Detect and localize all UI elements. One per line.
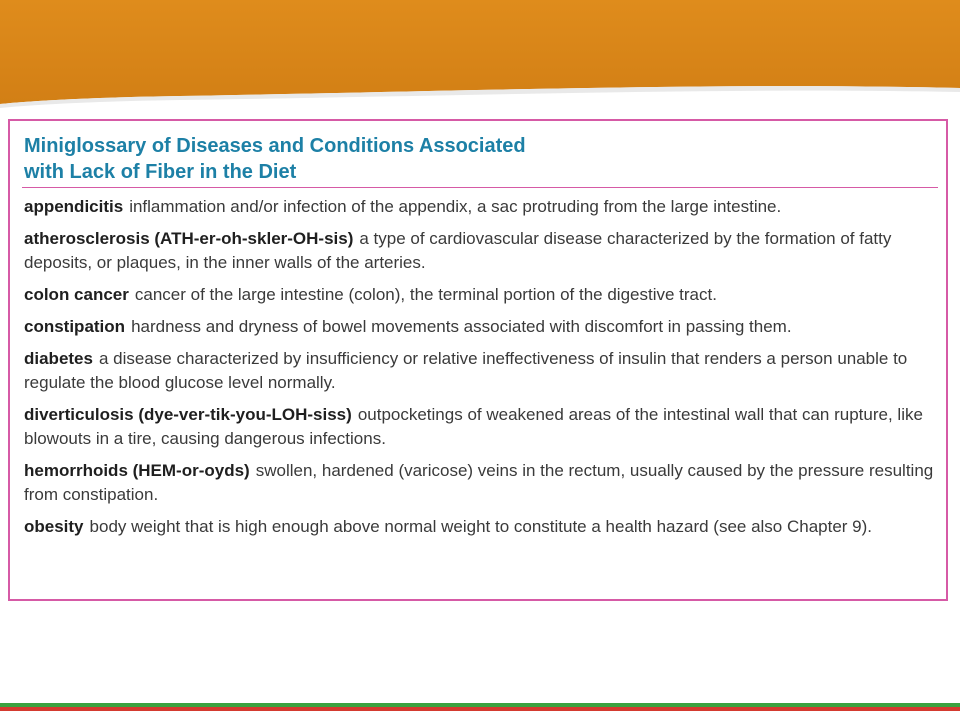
entry-definition: hardness and dryness of bowel movements associated with discomfort in passing them.: [131, 317, 792, 336]
entry-term: atherosclerosis (ATH-er-oh-skler-OH-sis): [24, 229, 354, 248]
glossary-entry-colon-cancer: [24, 283, 936, 307]
entry-term: diabetes: [24, 349, 93, 368]
entry-definition: cancer of the large intestine (colon), the terminal portion of the digestive tract.: [134, 285, 717, 304]
entry-term: hemorrhoids (HEM-or-oyds): [24, 461, 250, 480]
entry-definition: swollen, hardened (varicose) veins in the rectum, usually caused by the pressure resulting from constipation.: [24, 461, 934, 504]
entry-term: appendicitis: [24, 197, 124, 216]
entry-term: obesity: [24, 517, 84, 536]
entry-term: colon cancer: [24, 285, 129, 304]
glossary-entry-diverticulosis: [24, 403, 936, 451]
entry-definition: inflammation and/or infection of the appendix, a sac protruding from the large intestine.: [129, 197, 782, 216]
footer-stripe-red: [0, 707, 960, 711]
title-divider: [22, 187, 938, 188]
header-banner-shape: [0, 0, 960, 110]
entry-definition: body weight that is high enough above normal weight to constitute a health hazard (see also Chapter 9).: [89, 517, 873, 536]
entry-term: diverticulosis (dye-ver-tik-you-LOH-siss): [24, 405, 352, 424]
glossary-title-line-1: Miniglossary of Diseases and Conditions Associated: [24, 135, 526, 157]
glossary-entry-hemorrhoids: [24, 459, 936, 507]
entry-definition: a disease characterized by insufficiency or relative ineffectiveness of insulin that renders a person unable to regulate the blood glucose level normally.: [24, 349, 908, 392]
glossary-title-line-2: with Lack of Fiber in the Diet: [24, 161, 297, 183]
header-banner: [0, 0, 960, 110]
glossary-entry-appendicitis: [24, 195, 936, 219]
glossary-entry-diabetes: [24, 347, 936, 395]
glossary-entries: [24, 195, 936, 547]
miniglossary-box: [8, 119, 948, 601]
glossary-title: [24, 133, 924, 185]
entry-definition: outpocketings of weakened areas of the intestinal wall that can rupture, like blowouts in a tire, causing dangerous infections.: [24, 405, 923, 448]
entry-definition: a type of cardiovascular disease characterized by the formation of fatty deposits, or plaques, in the inner walls of the arteries.: [24, 229, 892, 272]
glossary-entry-constipation: [24, 315, 936, 339]
glossary-entry-obesity: [24, 515, 936, 539]
entry-term: constipation: [24, 317, 126, 336]
glossary-entry-atherosclerosis: [24, 227, 936, 275]
